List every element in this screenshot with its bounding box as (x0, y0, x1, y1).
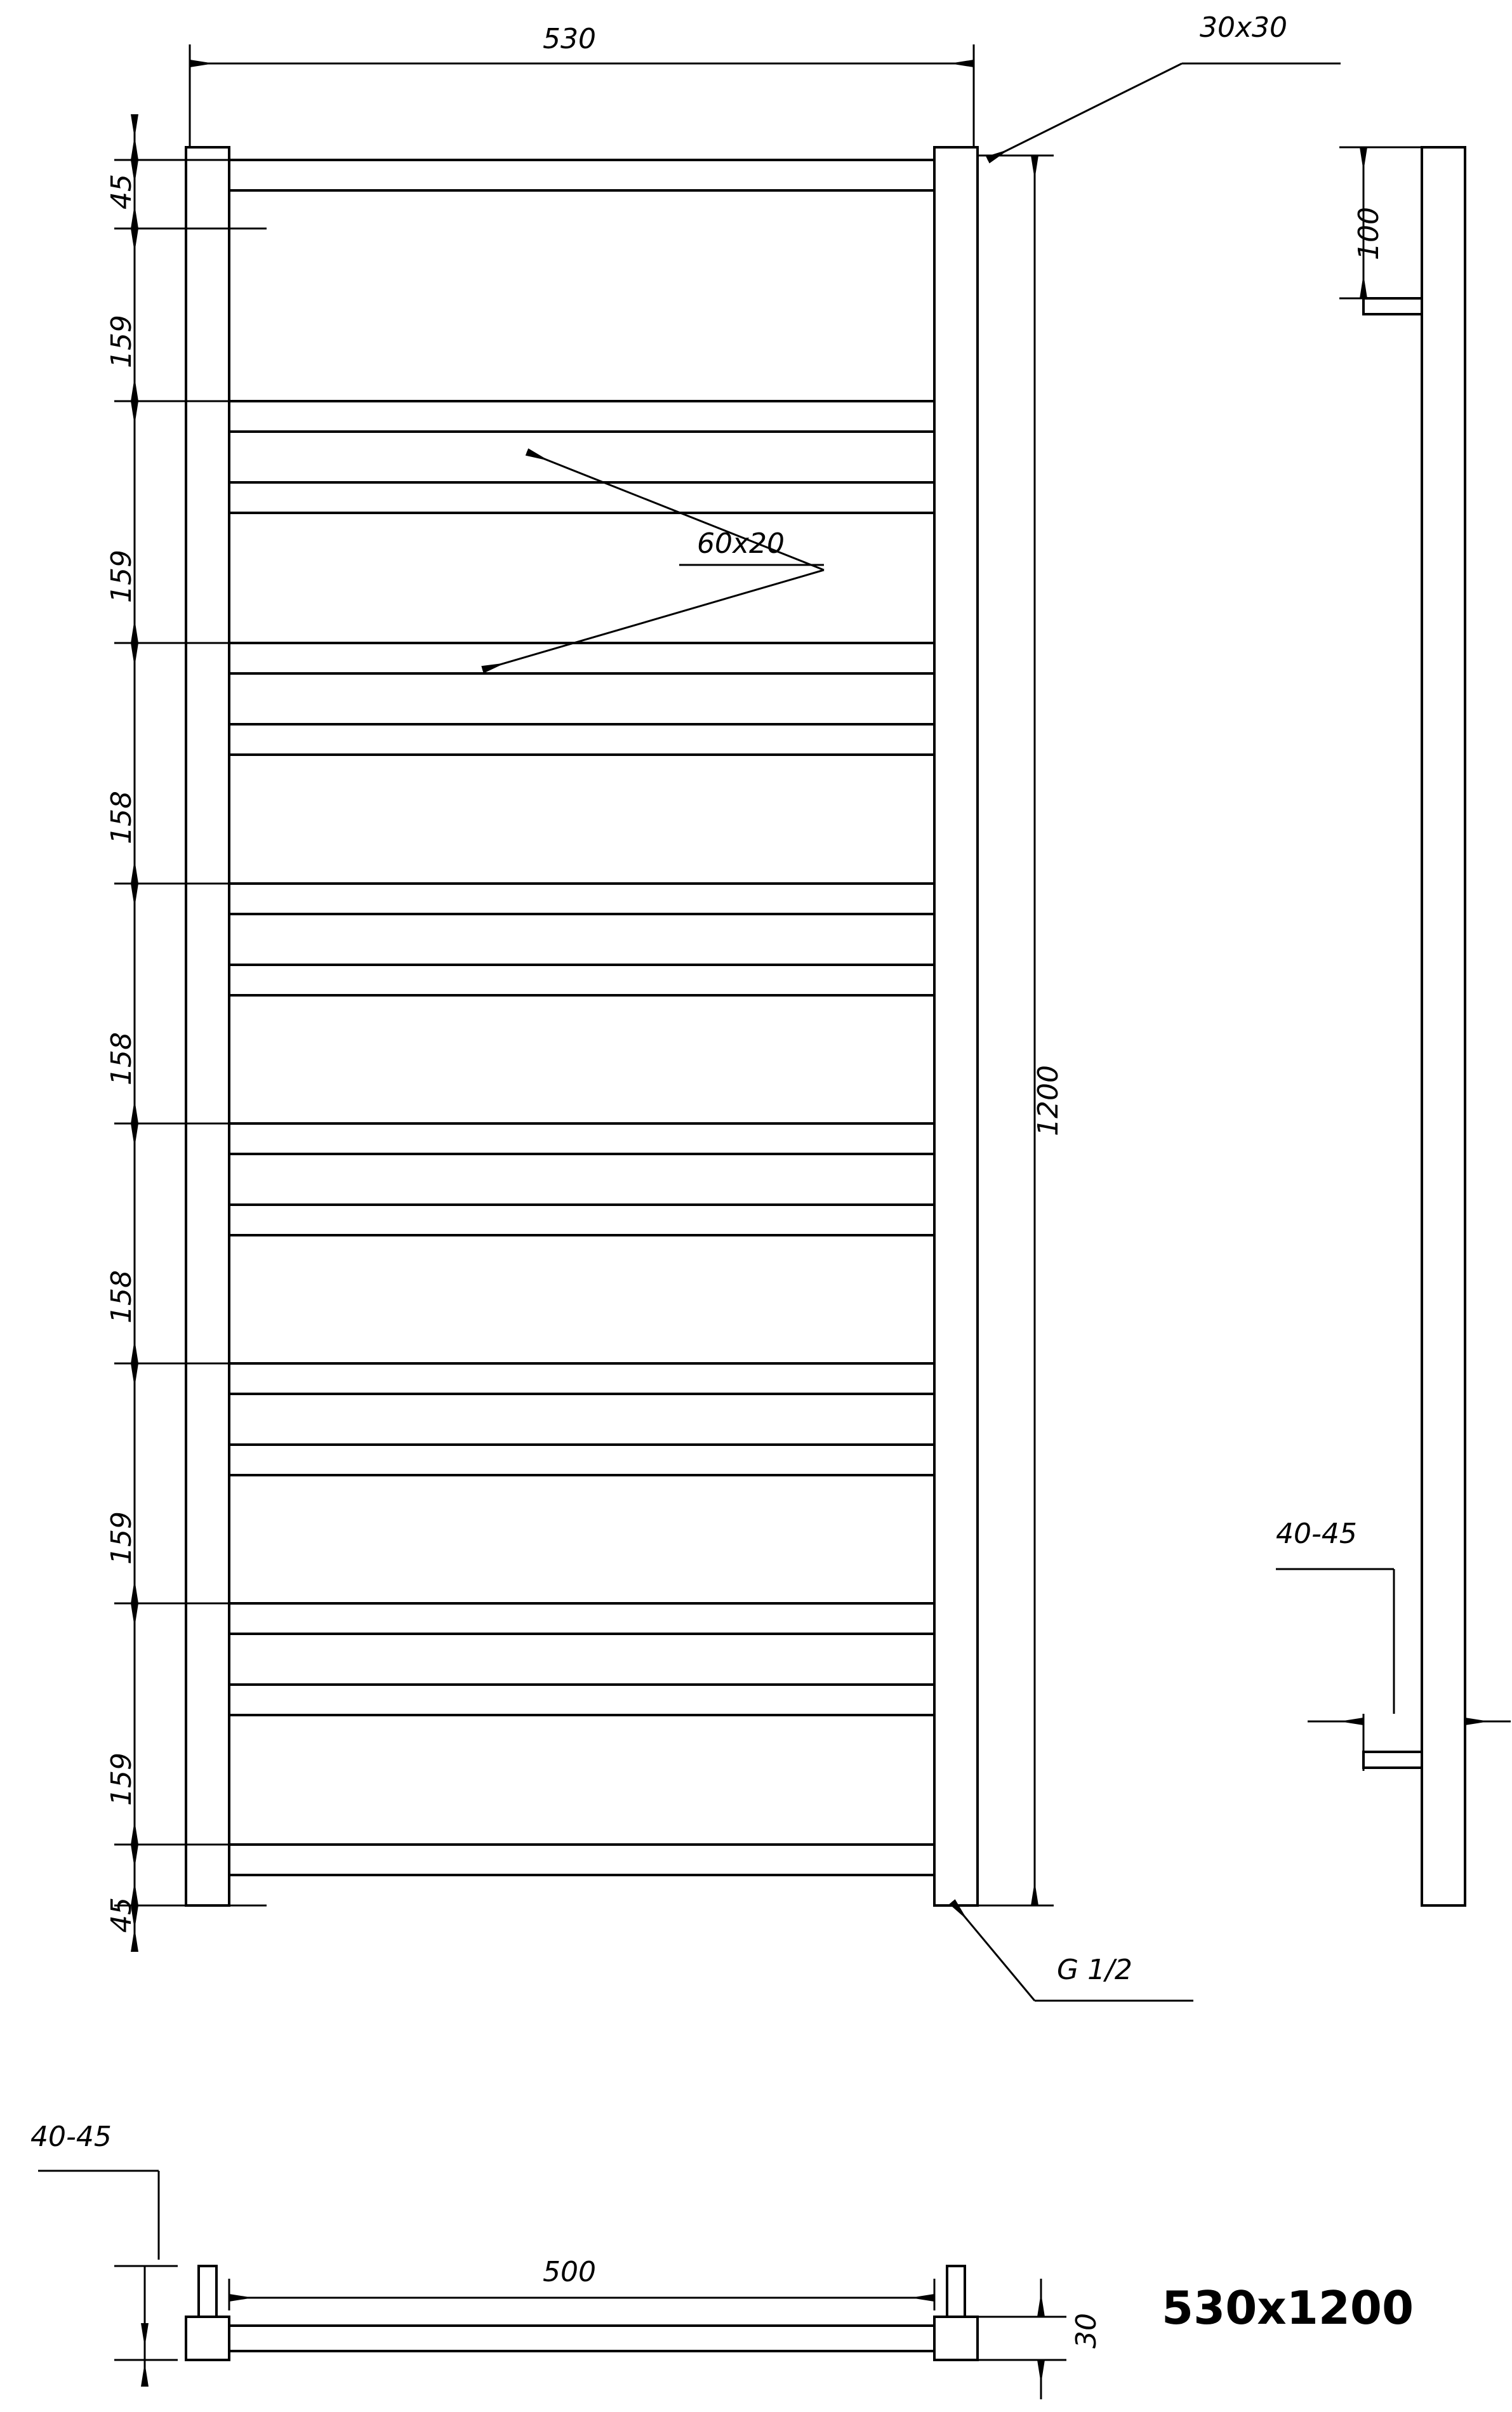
dimension-label-spacing-158-1: 158 (105, 791, 138, 844)
top-view-right-post (934, 2317, 978, 2360)
rung (229, 401, 934, 432)
top-view-right-bracket (947, 2266, 965, 2317)
dimension-label-bar-60x20: 60x20 (697, 527, 785, 560)
rung (229, 884, 934, 914)
left-post (186, 147, 229, 1905)
dimension-label-height-1200: 1200 (1032, 1065, 1064, 1136)
rung (229, 1123, 934, 1154)
rung (229, 1845, 934, 1875)
side-top-bracket (1363, 298, 1422, 314)
top-view-left-bracket (199, 2266, 216, 2317)
top-view-bar (229, 2326, 934, 2351)
dimension-label-spacing-159-4: 159 (105, 1753, 138, 1806)
dimension-label-spacing-45-top: 45 (105, 174, 138, 209)
dimension-label-post-30x30: 30x30 (1200, 11, 1288, 44)
rung (229, 965, 934, 995)
side-bottom-bracket (1363, 1752, 1422, 1768)
dimension-label-depth-40-45-side: 40-45 (1276, 1518, 1357, 1550)
rung (229, 160, 934, 190)
rung (229, 1445, 934, 1475)
rung (229, 1363, 934, 1394)
rung (229, 643, 934, 673)
top-view-left-post (186, 2317, 229, 2360)
rung (229, 1685, 934, 1715)
front-view-geometry (186, 147, 978, 1905)
drawing-title: 530x1200 (1162, 2281, 1414, 2335)
dimension-label-spacing-158-2: 158 (105, 1032, 138, 1085)
dimension-label-offset-100: 100 (1353, 207, 1385, 260)
front-view-dimensions (114, 44, 1341, 2001)
side-post (1422, 147, 1465, 1905)
dimension-label-spacing-158-3: 158 (105, 1270, 138, 1323)
rung (229, 482, 934, 513)
dimension-label-spacing-159-2: 159 (105, 550, 138, 603)
dimension-label-depth-40-45-top: 40-45 (30, 2121, 112, 2153)
dimension-label-spacing-159-3: 159 (105, 1511, 138, 1565)
dimension-label-post-depth-30: 30 (1070, 2313, 1103, 2349)
dimension-label-spacing-159-1: 159 (105, 315, 138, 368)
rung (229, 1603, 934, 1634)
side-view-geometry (1363, 147, 1465, 1905)
right-post (934, 147, 978, 1905)
dimension-label-spacing-45-bottom: 45 (105, 1897, 138, 1933)
rung (229, 724, 934, 755)
dimension-label-thread-g12: G 1/2 (1057, 1954, 1132, 1986)
dimension-label-width-530: 530 (543, 23, 596, 55)
dimension-label-inner-500: 500 (543, 2256, 596, 2288)
rung (229, 1205, 934, 1235)
